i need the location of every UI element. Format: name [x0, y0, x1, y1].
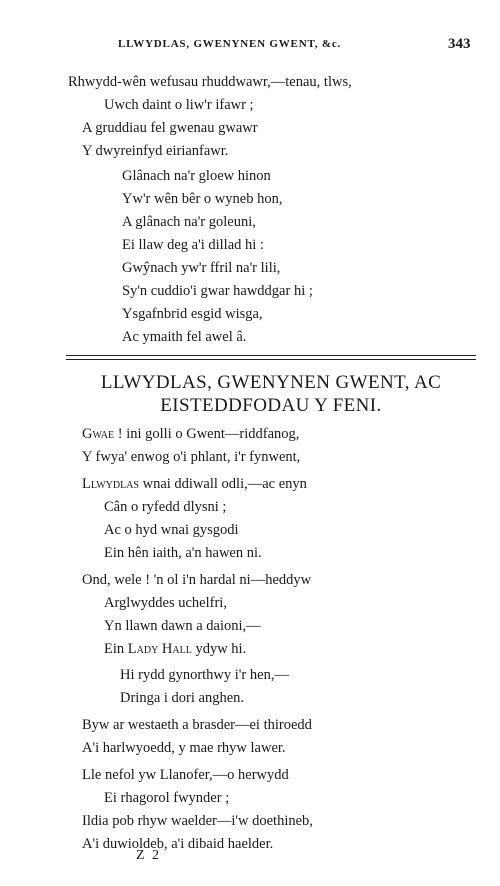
poem1-line-8: Ei llaw deg a'i dillad hi :: [122, 237, 264, 253]
poem2-line-3: [82, 476, 307, 493]
poem1-line-1: Rhwydd-wên wefusau rhuddwawr,—tenau, tlws,: [68, 74, 352, 90]
double-rule-bottom: [66, 359, 476, 360]
double-rule-top: [66, 355, 476, 356]
poem2-line-17: Ildia pob rhyw waelder—i'w doethineb,: [82, 813, 313, 829]
small-caps-word: Llwydlas: [82, 476, 139, 492]
poem2-line-6: Ein hên iaith, a'n hawen ni.: [104, 545, 262, 561]
poem1-line-6: Yw'r wên bêr o wyneb hon,: [122, 191, 283, 207]
line-text: ! ini golli o Gwent—riddfanog,: [114, 426, 300, 442]
poem2-line-15: Lle nefol yw Llanofer,—o herwydd: [82, 767, 289, 783]
poem2-line-7: Ond, wele ! 'n ol i'n hardal ni—heddyw: [82, 572, 312, 588]
poem2-line-14: A'i harlwyoedd, y mae rhyw lawer.: [82, 740, 286, 756]
poem2-line-8: Arglwyddes uchelfri,: [104, 595, 227, 611]
small-caps-word: Lady Hall: [127, 641, 192, 657]
poem1-line-11: Ysgafnbrid esgid wisga,: [122, 306, 263, 322]
poem2-line-16: Ei rhagorol fwynder ;: [104, 790, 230, 806]
poem2-line-9: Yn llawn dawn a daioni,—: [104, 618, 261, 634]
poem2-line-2: Y fwya' enwog o'i phlant, i'r fynwent,: [82, 449, 301, 465]
page-number: 343: [448, 36, 471, 52]
running-head: LLWYDLAS, GWENYNEN GWENT, &c.: [118, 38, 342, 50]
poem2-line-12: Dringa i dori anghen.: [120, 690, 245, 706]
poem2-line-18: A'i duwioldeb, a'i dibaid haelder.: [82, 836, 274, 852]
poem2-line-4: Cân o ryfedd dlysni ;: [104, 499, 227, 515]
poem1-line-4: Y dwyreinfyd eirianfawr.: [82, 143, 229, 159]
poem1-line-10: Sy'n cuddio'i gwar hawddgar hi ;: [122, 283, 313, 299]
poem2-line-11: Hi rydd gynorthwy i'r hen,—: [120, 667, 289, 683]
poem2-line-5: Ac o hyd wnai gysgodi: [104, 522, 239, 538]
poem1-line-3: A gruddiau fel gwenau gwawr: [82, 120, 258, 136]
poem1-line-5: Glânach na'r gloew hinon: [122, 168, 271, 184]
poem2-line-10: [104, 641, 246, 658]
poem1-line-9: Gwŷnach yw'r ffril na'r lili,: [122, 260, 281, 276]
section-title-line-1: LLWYDLAS, GWENYNEN GWENT, AC: [100, 372, 442, 393]
poem2-line-1: [82, 426, 299, 443]
poem1-line-2: Uwch daint o liw'r ifawr ;: [104, 97, 254, 113]
poem1-line-7: A glânach na'r goleuni,: [122, 214, 256, 230]
section-title-line-2: EISTEDDFODAU Y FENI.: [160, 395, 382, 416]
poem2-line-13: Byw ar westaeth a brasder—ei thiroedd: [82, 717, 312, 733]
line-text: ydyw hi.: [191, 641, 247, 657]
line-text: wnai ddiwall odli,—ac enyn: [139, 476, 307, 492]
line-text: Ein: [104, 641, 128, 657]
poem1-line-12: Ac ymaith fel awel â.: [122, 329, 247, 345]
signature-mark: Z 2: [136, 848, 162, 863]
small-caps-word: Gwae: [82, 426, 115, 442]
